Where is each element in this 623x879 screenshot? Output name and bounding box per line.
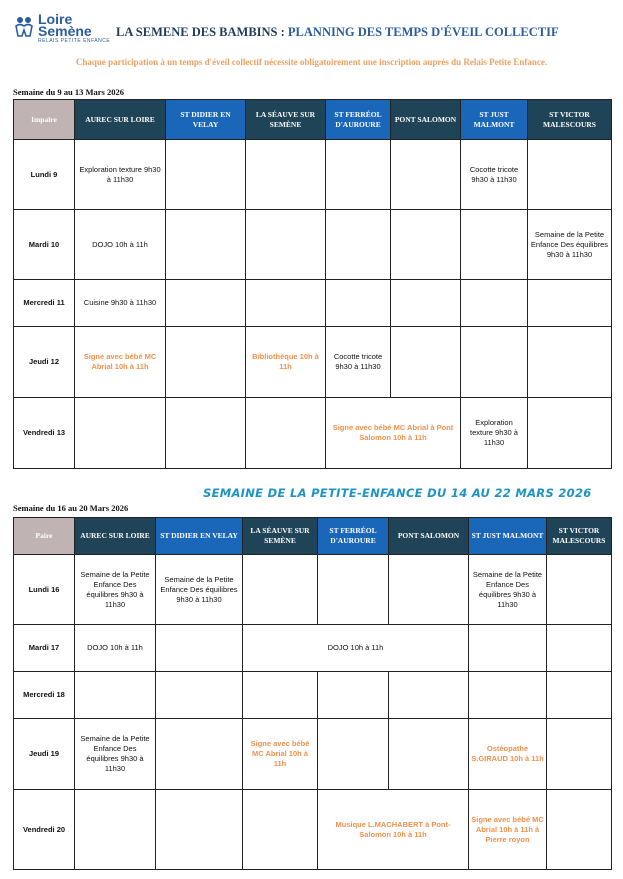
empty-cell (243, 555, 318, 625)
empty-cell (156, 719, 243, 790)
relais-logo (14, 12, 114, 46)
empty-cell (75, 672, 156, 719)
week2-label: Semaine du 16 au 20 Mars 2026 (13, 503, 129, 513)
day-cell: Mercredi 11 (14, 280, 75, 327)
empty-cell (156, 790, 243, 870)
table-row (14, 719, 612, 790)
col-stdidier: ST DIDIER EN VELAY (156, 518, 243, 555)
empty-cell (547, 625, 612, 672)
col-stvictor: ST VICTOR MALESCOURS (547, 518, 612, 555)
children-icon (14, 16, 34, 38)
empty-cell (391, 140, 461, 210)
activity-cell: Exploration texture 9h30 à 11h30 (461, 398, 528, 469)
empty-cell (318, 555, 389, 625)
empty-cell (528, 280, 612, 327)
header (0, 0, 623, 50)
activity-cell: Exploration texture 9h30 à 11h30 (75, 140, 166, 210)
day-cell: Mardi 17 (14, 625, 75, 672)
col-stferreol: ST FERRÉOL D'AUROURE (318, 518, 389, 555)
col-aurec: AUREC SUR LOIRE (75, 518, 156, 555)
empty-cell (246, 210, 326, 280)
week1-header-row (14, 100, 612, 140)
table-row (14, 625, 612, 672)
title-part2: PLANNING DES TEMPS D'ÉVEIL COLLECTIF (287, 25, 559, 39)
empty-cell (166, 327, 246, 398)
activity-cell: DOJO 10h à 11h (75, 625, 156, 672)
logo-line3: RELAIS PETITE ENFANCE (38, 38, 111, 44)
empty-cell (547, 719, 612, 790)
empty-cell (389, 719, 469, 790)
activity-cell: Cuisine 9h30 à 11h30 (75, 280, 166, 327)
empty-cell (166, 280, 246, 327)
empty-cell (391, 210, 461, 280)
activity-cell: Ostéopathe S.GIRAUD 10h à 11h (469, 719, 547, 790)
empty-cell (243, 790, 318, 870)
page-title (116, 25, 559, 40)
activity-cell: Musique L.MACHABERT à Pont-Salomon 10h à 11h (318, 790, 469, 870)
day-cell: Jeudi 19 (14, 719, 75, 790)
empty-cell (389, 555, 469, 625)
empty-cell (318, 719, 389, 790)
empty-cell (547, 555, 612, 625)
empty-cell (528, 327, 612, 398)
day-cell: Lundi 16 (14, 555, 75, 625)
parity-cell: Impaire (14, 100, 75, 140)
empty-cell (326, 210, 391, 280)
week1-label: Semaine du 9 au 13 Mars 2026 (13, 87, 124, 97)
activity-cell: Cocotte tricote 9h30 à 11h30 (326, 327, 391, 398)
empty-cell (461, 210, 528, 280)
empty-cell (461, 280, 528, 327)
empty-cell (243, 672, 318, 719)
empty-cell (166, 210, 246, 280)
table-row (14, 555, 612, 625)
day-cell: Vendredi 13 (14, 398, 75, 469)
empty-cell (391, 280, 461, 327)
empty-cell (469, 672, 547, 719)
table-row (14, 398, 612, 469)
day-cell: Mercredi 18 (14, 672, 75, 719)
col-stvictor: ST VICTOR MALESCOURS (528, 100, 612, 140)
empty-cell (528, 140, 612, 210)
col-seauve: LA SÉAUVE SUR SEMÈNE (243, 518, 318, 555)
activity-cell: DOJO 10h à 11h (75, 210, 166, 280)
empty-cell (461, 327, 528, 398)
activity-cell: Cocotte tricote 9h30 à 11h30 (461, 140, 528, 210)
activity-cell: Semaine de la Petite Enfance Des équilibres 9h30 à 11h30 (75, 719, 156, 790)
activity-cell: Semaine de la Petite Enfance Des équilibres 9h30 à 11h30 (156, 555, 243, 625)
empty-cell (547, 790, 612, 870)
empty-cell (166, 398, 246, 469)
table-row (14, 672, 612, 719)
empty-cell (326, 280, 391, 327)
table-row (14, 210, 612, 280)
col-stferreol: ST FERRÉOL D'AUROURE (326, 100, 391, 140)
week1-table (13, 99, 612, 469)
parity-cell: Paire (14, 518, 75, 555)
empty-cell (246, 140, 326, 210)
day-cell: Vendredi 20 (14, 790, 75, 870)
logo-line2: Semène (38, 23, 92, 39)
empty-cell (156, 672, 243, 719)
activity-cell: Signe avec bébé MC Abrial 10h à 11h (75, 327, 166, 398)
day-cell: Lundi 9 (14, 140, 75, 210)
empty-cell (469, 625, 547, 672)
table-row (14, 327, 612, 398)
day-cell: Jeudi 12 (14, 327, 75, 398)
col-pontsalomon: PONT SALOMON (389, 518, 469, 555)
empty-cell (389, 672, 469, 719)
empty-cell (528, 398, 612, 469)
table-row (14, 280, 612, 327)
col-stjust: ST JUST MALMONT (469, 518, 547, 555)
table-row (14, 140, 612, 210)
empty-cell (75, 398, 166, 469)
empty-cell (246, 280, 326, 327)
col-seauve: LA SÉAUVE SUR SEMÈNE (246, 100, 326, 140)
table-row (14, 790, 612, 870)
activity-cell: Signe avec bébé MC Abrial à Pont Salomon 10h à 11h (326, 398, 461, 469)
petite-enfance-banner: SEMAINE DE LA PETITE-ENFANCE DU 14 AU 22 MARS 2026 (203, 486, 592, 500)
activity-cell: Bibliothèque 10h à 11h (246, 327, 326, 398)
empty-cell (75, 790, 156, 870)
activity-cell: Semaine de la Petite Enfance Des équilibres 9h30 à 11h30 (528, 210, 612, 280)
empty-cell (318, 672, 389, 719)
empty-cell (156, 625, 243, 672)
title-part1: LA SEMENE DES BAMBINS : (116, 25, 288, 39)
week2-table (13, 517, 612, 870)
day-cell: Mardi 10 (14, 210, 75, 280)
activity-cell: DOJO 10h à 11h (243, 625, 469, 672)
empty-cell (246, 398, 326, 469)
week2-header-row (14, 518, 612, 555)
activity-cell: Signe avec bébé MC Abrial 10h à 11h (243, 719, 318, 790)
activity-cell: Semaine de la Petite Enfance Des équilibres 9h30 à 11h30 (469, 555, 547, 625)
registration-notice: Chaque participation à un temps d'éveil collectif nécessite obligatoirement une inscription auprès du Relais Petite Enfance. (75, 57, 548, 67)
logo-line1: Loire (38, 11, 73, 27)
col-stdidier: ST DIDIER EN VELAY (166, 100, 246, 140)
activity-cell: Semaine de la Petite Enfance Des équilibres 9h30 à 11h30 (75, 555, 156, 625)
empty-cell (166, 140, 246, 210)
col-pontsalomon: PONT SALOMON (391, 100, 461, 140)
col-aurec: AUREC SUR LOIRE (75, 100, 166, 140)
empty-cell (326, 140, 391, 210)
empty-cell (547, 672, 612, 719)
col-stjust: ST JUST MALMONT (461, 100, 528, 140)
empty-cell (391, 327, 461, 398)
activity-cell: Signe avec bébé MC Abrial 10h à 11h à Pierre royon (469, 790, 547, 870)
